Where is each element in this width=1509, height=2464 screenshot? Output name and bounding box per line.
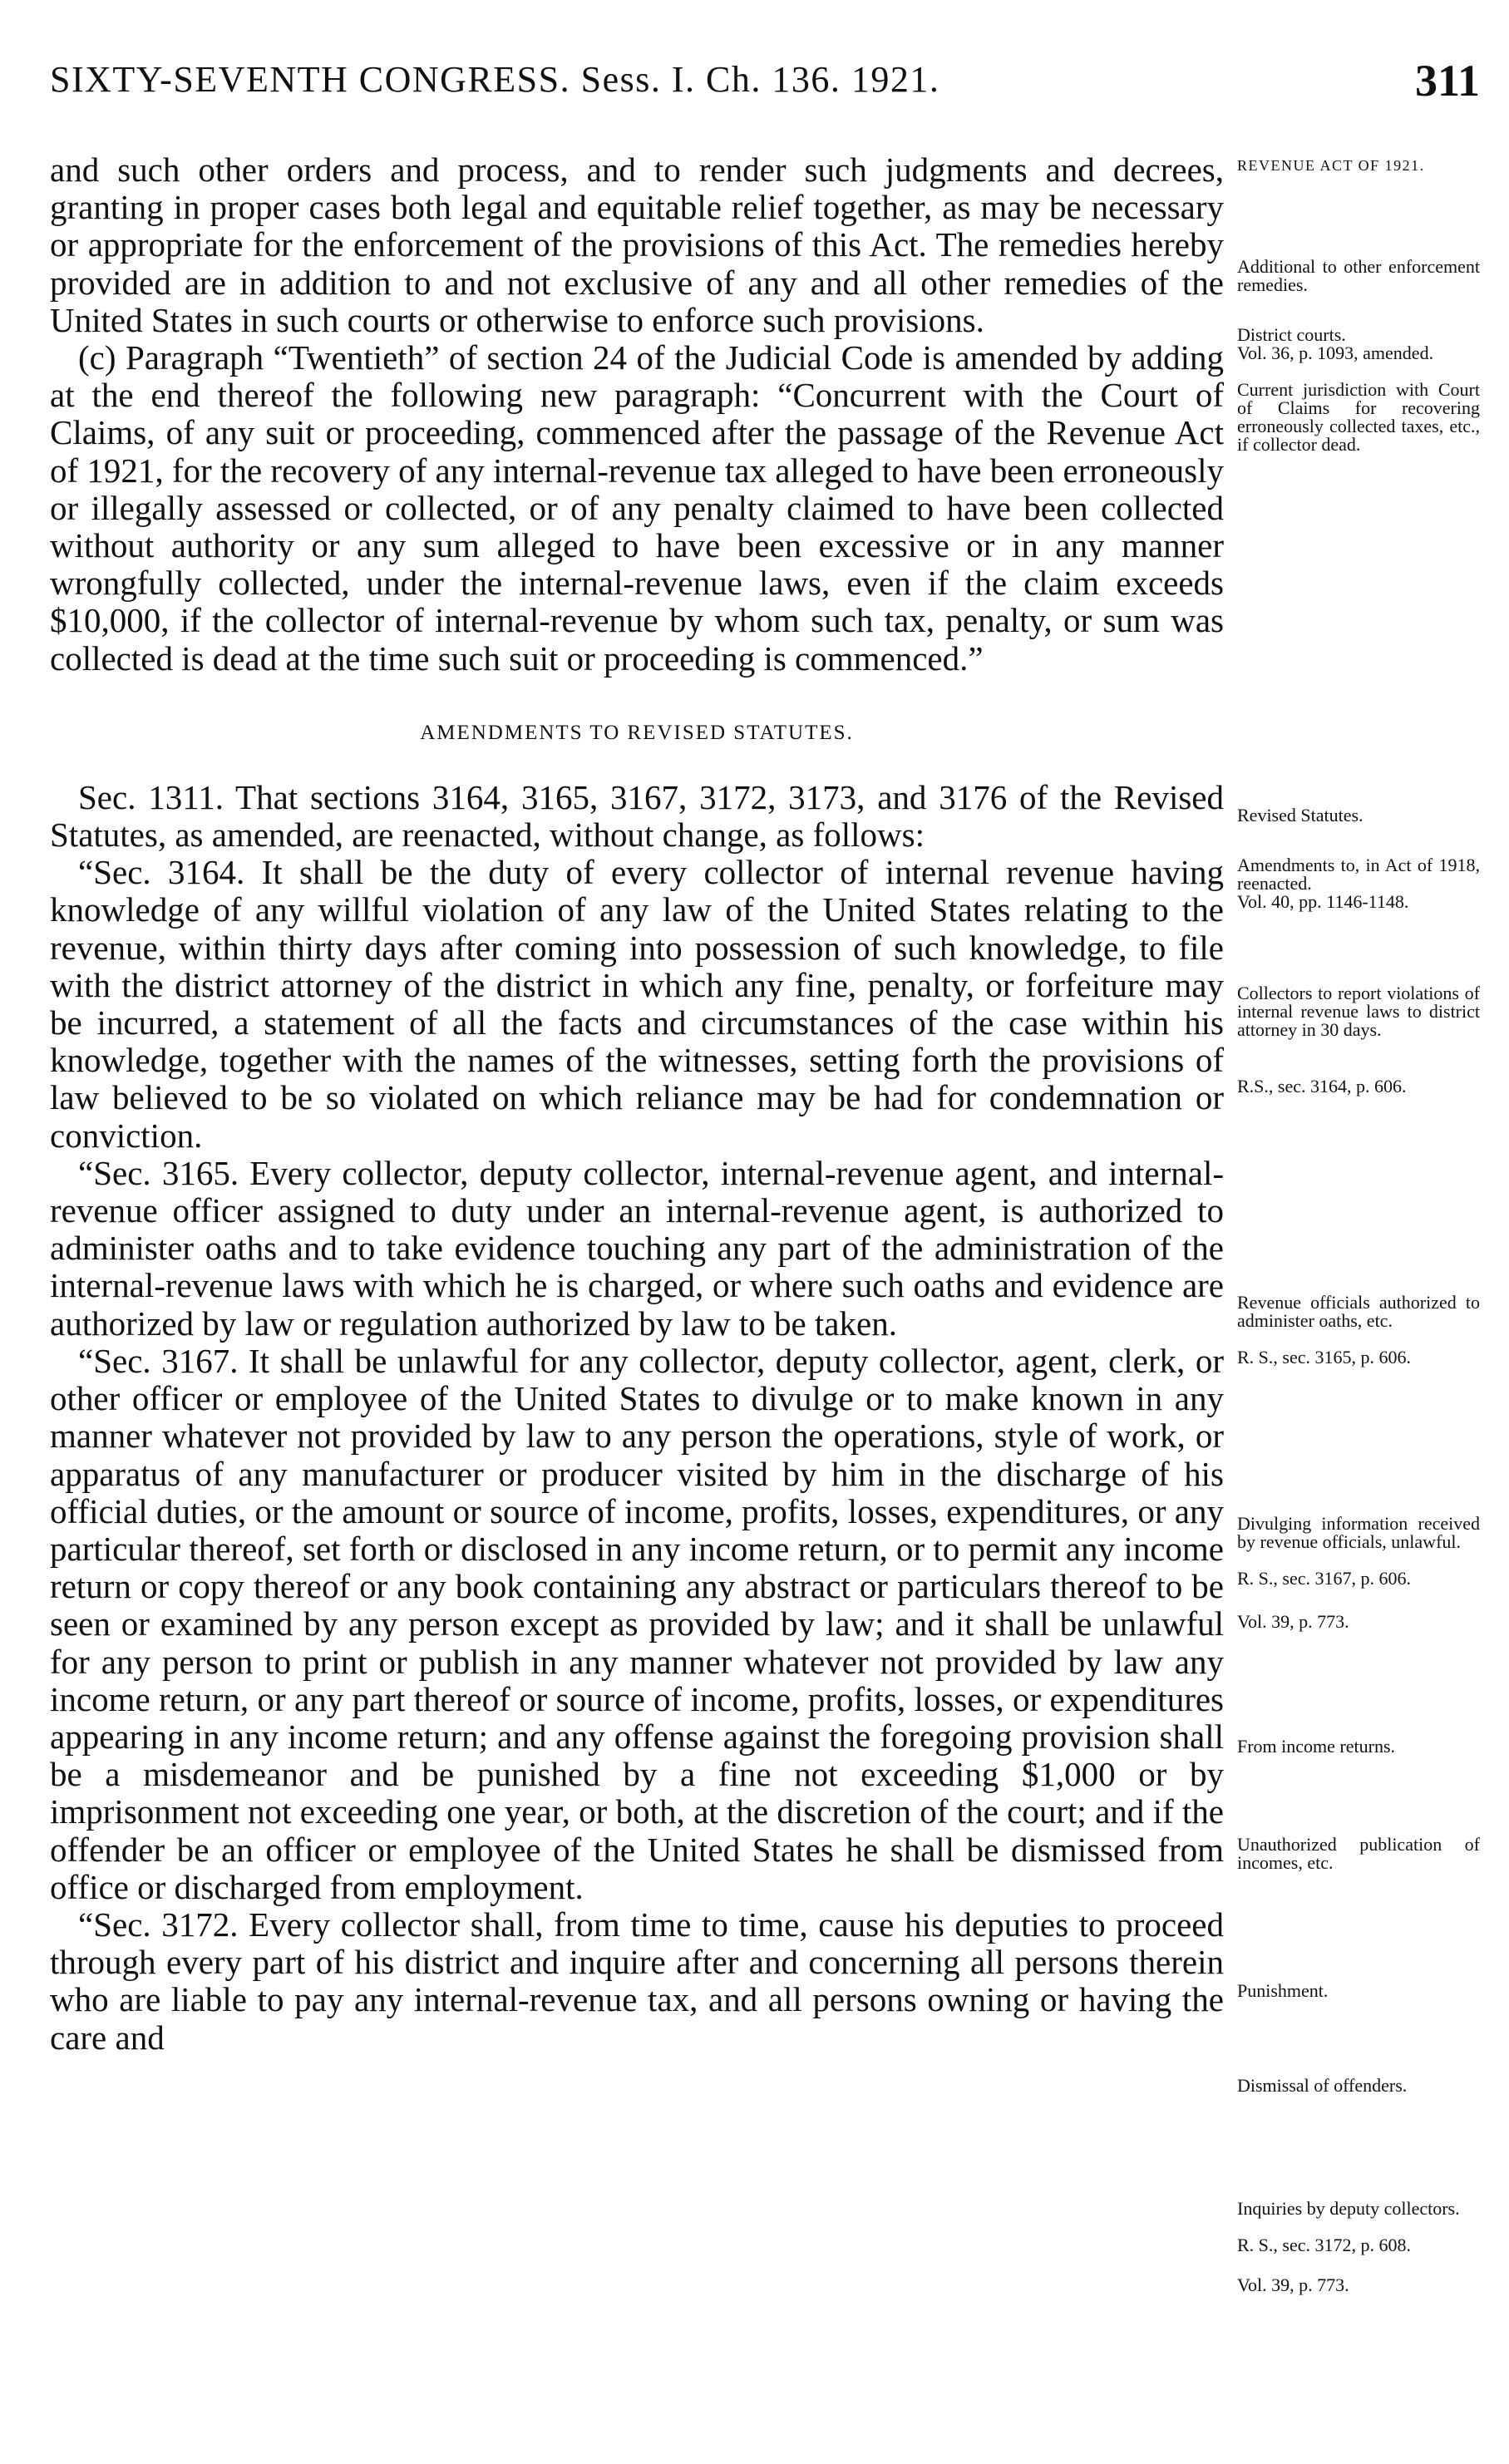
paragraph-sec-3172: “Sec. 3172. Every collector shall, from time to time, cause his deputies to proceed through every part of his district and inquire after and concerning all persons therein who are liable to pay any internal-revenue tax, and all persons owning or having the care and <box>50 1905 1224 2057</box>
margin-note: Unauthorized publication of incomes, etc. <box>1237 1834 1480 1873</box>
margin-note: R.S., sec. 3164, p. 606. <box>1237 1076 1407 1096</box>
paragraph-remedies: and such other orders and process, and to render such judgments and decrees, granting in proper cases both legal and equitable relief together, as may be necessary or appropriate for the enforcement of the provisions of this Act. The remedies hereby provided are in addition to and not exclusive of any and all other remedies of the United States in such courts or otherwise to enforce such provisions. <box>50 150 1224 339</box>
margin-note: R. S., sec. 3167, p. 606. <box>1237 1568 1411 1589</box>
margin-note: Inquiries by deputy collectors. <box>1237 2198 1460 2219</box>
margin-note: Vol. 39, p. 773. <box>1237 1611 1349 1632</box>
margin-note: Vol. 40, pp. 1146-1148. <box>1237 891 1409 912</box>
margin-note: Punishment. <box>1237 1980 1329 2001</box>
margin-note: Revised Statutes. <box>1237 805 1364 825</box>
margin-note: Divulging information received by revenue officials, unlawful. <box>1237 1513 1480 1552</box>
paragraph-judicial-code: (c) Paragraph “Twentieth” of section 24 of the Judicial Code is amended by adding at the end thereof the following new paragraph: “Concurrent with the Court of Claims, of any suit or proceeding, commenced after the passage of the Revenue Act of 1921, for the recovery of any internal-revenue tax alleged to have been erroneously or illegally assessed or collected, or of any penalty claimed to have been collected without authority or any sum alleged to have been excessive or in any manner wrongfully collected, under the internal-revenue laws, even if the claim exceeds $10,000, if the collector of internal-revenue by whom such tax, penalty, or sum was collected is dead at the time such suit or proceeding is commenced.” <box>50 338 1224 678</box>
margin-note: Vol. 36, p. 1093, amended. <box>1237 342 1434 363</box>
margin-note: Vol. 39, p. 773. <box>1237 2274 1349 2295</box>
margin-note: Dismissal of offenders. <box>1237 2075 1408 2096</box>
margin-note: R. S., sec. 3165, p. 606. <box>1237 1347 1411 1368</box>
margin-note: Revenue officials authorized to administer oaths, etc. <box>1237 1292 1480 1331</box>
main-text-column <box>50 151 1224 2057</box>
paragraph-sec-3165: “Sec. 3165. Every collector, deputy collector, internal-revenue agent, and internal-revenue officer assigned to duty under an internal-revenue agent, is authorized to administer oaths and to take evidence touching any part of the administration of the internal-revenue laws with which he is charged, or where such oaths and evidence are authorized by law or regulation authorized by law to be taken. <box>50 1153 1224 1343</box>
margin-note: District courts. <box>1237 324 1346 345</box>
section-heading: AMENDMENTS TO REVISED STATUTES. <box>420 721 854 744</box>
margin-note: R. S., sec. 3172, p. 608. <box>1237 2235 1411 2255</box>
margin-note: Collectors to report violations of internal revenue laws to district attorney in 30 days. <box>1237 983 1480 1040</box>
margin-note: REVENUE ACT OF 1921. <box>1237 157 1425 174</box>
running-title: SIXTY-SEVENTH CONGRESS. Sess. I. Ch. 136. 1921. <box>50 59 940 100</box>
margin-note: Amendments to, in Act of 1918, reenacted. <box>1237 855 1480 894</box>
margin-note: From income returns. <box>1237 1736 1396 1757</box>
paragraph-sec-3164: “Sec. 3164. It shall be the duty of every collector of internal revenue having knowledge of any willful violation of any law of the United States relating to the revenue, within thirty days after coming into possession of such knowledge, to file with the district attorney of the district in which any fine, penalty, or forfeiture may be incurred, a statement of all the facts and circumstances of the case within his knowledge, together with the names of the witnesses, setting forth the provisions of law believed to be so violated on which reliance may be had for condemnation or conviction. <box>50 853 1224 1155</box>
paragraph-sec-1311: Sec. 1311. That sections 3164, 3165, 3167, 3172, 3173, and 3176 of the Revised Statutes, as amended, are reenacted, without change, as follows: <box>50 777 1224 855</box>
margin-note: Additional to other enforcement remedies. <box>1237 256 1480 295</box>
page-number: 311 <box>1414 56 1480 106</box>
paragraph-sec-3167: “Sec. 3167. It shall be unlawful for any collector, deputy collector, agent, clerk, or other officer or employee of the United States to divulge or to make known in any manner whatever not provided by law to any person the operations, style of work, or apparatus of any manufacturer or producer visited by him in the discharge of his official duties, or the amount or source of income, profits, losses, expenditures, or any particular thereof, set forth or disclosed in any income return, or to permit any income return or copy thereof or any book containing any abstract or particulars thereof to be seen or examined by any person except as provided by law; and it shall be unlawful for any person to print or publish in any manner whatever not provided by law any income return, or any part thereof or source of income, profits, losses, or expenditures appearing in any income return; and any offense against the foregoing provision shall be a misdemeanor and be punished by a fine not exceeding $1,000 or by imprisonment not exceeding one year, or both, at the discretion of the court; and if the offender be an officer or employee of the United States he shall be dismissed from office or discharged from employment. <box>50 1341 1224 1906</box>
margin-note: Current jurisdiction with Court of Claims for recovering erroneously collected taxes, etc., if collector dead. <box>1237 379 1480 455</box>
margin-notes <box>1237 0 1480 2464</box>
